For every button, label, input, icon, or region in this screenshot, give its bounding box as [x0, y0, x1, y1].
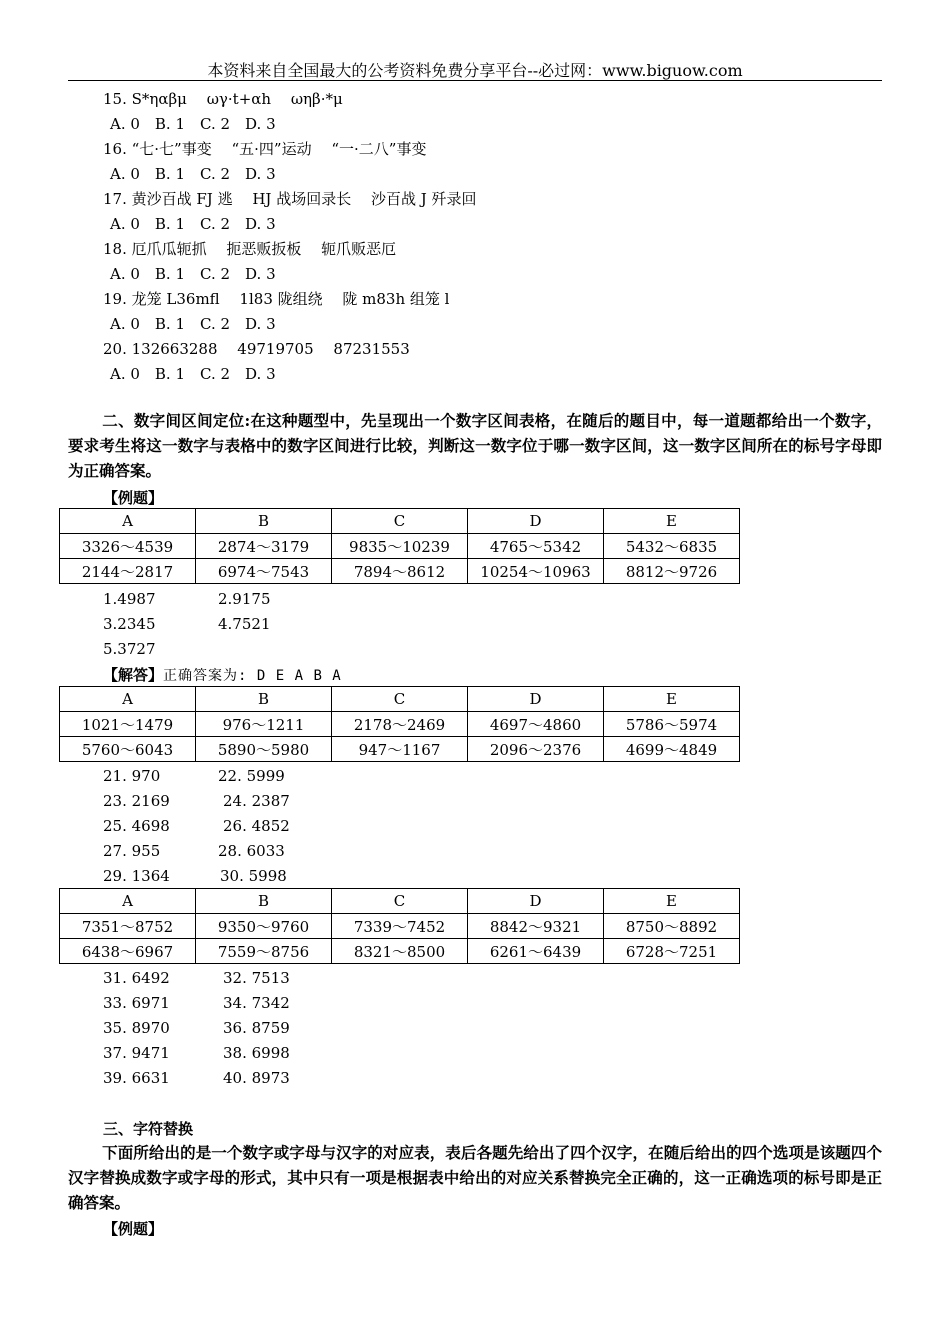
example-item: 3.2345	[103, 615, 156, 633]
table-header-row	[60, 889, 740, 914]
table-cell: A	[60, 889, 196, 914]
table-cell: B	[196, 509, 332, 534]
section3-example-label: 【例题】	[103, 1220, 164, 1238]
question-item: 30. 5998	[220, 867, 287, 885]
table-cell: 8842～9321	[468, 914, 604, 939]
question-16-options: A. 0 B. 1 C. 2 D. 3	[110, 165, 276, 183]
table-row	[60, 559, 740, 584]
question-item: 29. 1364	[103, 867, 170, 885]
table-cell: B	[196, 687, 332, 712]
example-item: 4.7521	[218, 615, 271, 633]
table-cell: 4697～4860	[468, 712, 604, 737]
header-divider	[68, 80, 882, 81]
question-item: 39. 6631	[103, 1069, 170, 1087]
question-item: 35. 8970	[103, 1019, 170, 1037]
table-cell: 7351～8752	[60, 914, 196, 939]
question-item: 36. 8759	[223, 1019, 290, 1037]
table-cell: 4699～4849	[604, 737, 740, 762]
question-item: 40. 8973	[223, 1069, 290, 1087]
table-row	[60, 712, 740, 737]
table-cell: D	[468, 509, 604, 534]
interval-table-3	[59, 888, 740, 964]
example-item: 2.9175	[218, 590, 271, 608]
question-item: 24. 2387	[223, 792, 290, 810]
table-cell: D	[468, 889, 604, 914]
example-item: 1.4987	[103, 590, 156, 608]
question-17-options: A. 0 B. 1 C. 2 D. 3	[110, 215, 276, 233]
question-item: 26. 4852	[223, 817, 290, 835]
question-item: 23. 2169	[103, 792, 170, 810]
table-cell: 2178～2469	[332, 712, 468, 737]
question-19: 19. 龙笼 L36mfl 1l83 陇组绕 陇 m83h 组笼 l	[103, 290, 450, 308]
question-item: 33. 6971	[103, 994, 170, 1012]
question-15-options: A. 0 B. 1 C. 2 D. 3	[110, 115, 276, 133]
table-cell: D	[468, 687, 604, 712]
question-item: 28. 6033	[218, 842, 285, 860]
question-item: 38. 6998	[223, 1044, 290, 1062]
table-row	[60, 534, 740, 559]
question-item: 32. 7513	[223, 969, 290, 987]
table-row	[60, 939, 740, 964]
table-cell: E	[604, 889, 740, 914]
table-cell: A	[60, 509, 196, 534]
table-cell: 4765～5342	[468, 534, 604, 559]
table-cell: 9835～10239	[332, 534, 468, 559]
table-cell: 5760～6043	[60, 737, 196, 762]
table-cell: 3326～4539	[60, 534, 196, 559]
question-item: 22. 5999	[218, 767, 285, 785]
table-cell: 8321～8500	[332, 939, 468, 964]
table-cell: 2874～3179	[196, 534, 332, 559]
section3-intro: 下面所给出的是一个数字或字母与汉字的对应表，表后各题先给出了四个汉字，在随后给出的四个选项是该题四个汉字替换成数字或字母的形式，其中只有一项是根据表中给出的对应关系替换完全正确的，这一正确选项的标号即是正确答案。	[68, 1143, 882, 1212]
question-item: 21. 970	[103, 767, 161, 785]
table-cell: C	[332, 509, 468, 534]
table-cell: 9350～9760	[196, 914, 332, 939]
question-18: 18. 厄爪瓜轭抓 扼恶贩扳板 轭爪贩恶厄	[103, 240, 397, 258]
question-17: 17. 黄沙百战 FJ 逃 HJ 战场回录长 沙百战 J 歼录回	[103, 190, 477, 208]
table-cell: 6974～7543	[196, 559, 332, 584]
page-header: 本资料来自全国最大的公考资料免费分享平台--必过网：www.biguow.com	[207, 61, 743, 80]
question-item: 31. 6492	[103, 969, 170, 987]
table-cell: 5786～5974	[604, 712, 740, 737]
interval-table-1	[59, 508, 740, 584]
table-cell: 1021～1479	[60, 712, 196, 737]
table-cell: 6438～6967	[60, 939, 196, 964]
question-15: 15. S*ηαβμ ωγ·t+αh ωηβ·*μ	[103, 90, 343, 108]
table-cell: 6261～6439	[468, 939, 604, 964]
question-20: 20. 132663288 49719705 87231553	[103, 340, 410, 358]
table-cell: 8750～8892	[604, 914, 740, 939]
table-cell: 8812～9726	[604, 559, 740, 584]
interval-table-2	[59, 686, 740, 762]
question-item: 34. 7342	[223, 994, 290, 1012]
question-item: 25. 4698	[103, 817, 170, 835]
table-row	[60, 914, 740, 939]
table-cell: 2096～2376	[468, 737, 604, 762]
table-cell: A	[60, 687, 196, 712]
table-cell: B	[196, 889, 332, 914]
question-20-options: A. 0 B. 1 C. 2 D. 3	[110, 365, 276, 383]
table-cell: 10254～10963	[468, 559, 604, 584]
question-item: 27. 955	[103, 842, 161, 860]
table-cell: C	[332, 889, 468, 914]
table-cell: 976～1211	[196, 712, 332, 737]
table-cell: E	[604, 687, 740, 712]
answer-line: 【解答】正确答案为: D E A B A	[103, 666, 342, 684]
question-16: 16. “七·七”事变 “五·四”运动 “一·二八”事变	[103, 140, 427, 158]
question-19-options: A. 0 B. 1 C. 2 D. 3	[110, 315, 276, 333]
table-cell: 2144～2817	[60, 559, 196, 584]
table-header-row	[60, 509, 740, 534]
table-cell: 5432～6835	[604, 534, 740, 559]
table-header-row	[60, 687, 740, 712]
example-item: 5.3727	[103, 640, 156, 658]
section3-title: 三、字符替换	[103, 1120, 194, 1138]
table-cell: 5890～5980	[196, 737, 332, 762]
table-cell: 7894～8612	[332, 559, 468, 584]
table-cell: 6728～7251	[604, 939, 740, 964]
table-row	[60, 737, 740, 762]
table-cell: C	[332, 687, 468, 712]
table-cell: E	[604, 509, 740, 534]
example-label: 【例题】	[103, 489, 164, 507]
question-item: 37. 9471	[103, 1044, 170, 1062]
table-cell: 7559～8756	[196, 939, 332, 964]
table-cell: 7339～7452	[332, 914, 468, 939]
question-18-options: A. 0 B. 1 C. 2 D. 3	[110, 265, 276, 283]
table-cell: 947～1167	[332, 737, 468, 762]
section2-intro: 二、数字间区间定位:在这种题型中，先呈现出一个数字区间表格，在随后的题目中，每一道题都给出一个数字，要求考生将这一数字与表格中的数字区间进行比较，判断这一数字位于哪一数字区间，这一数字区间所在的标号字母即为正确答案。	[68, 411, 882, 480]
